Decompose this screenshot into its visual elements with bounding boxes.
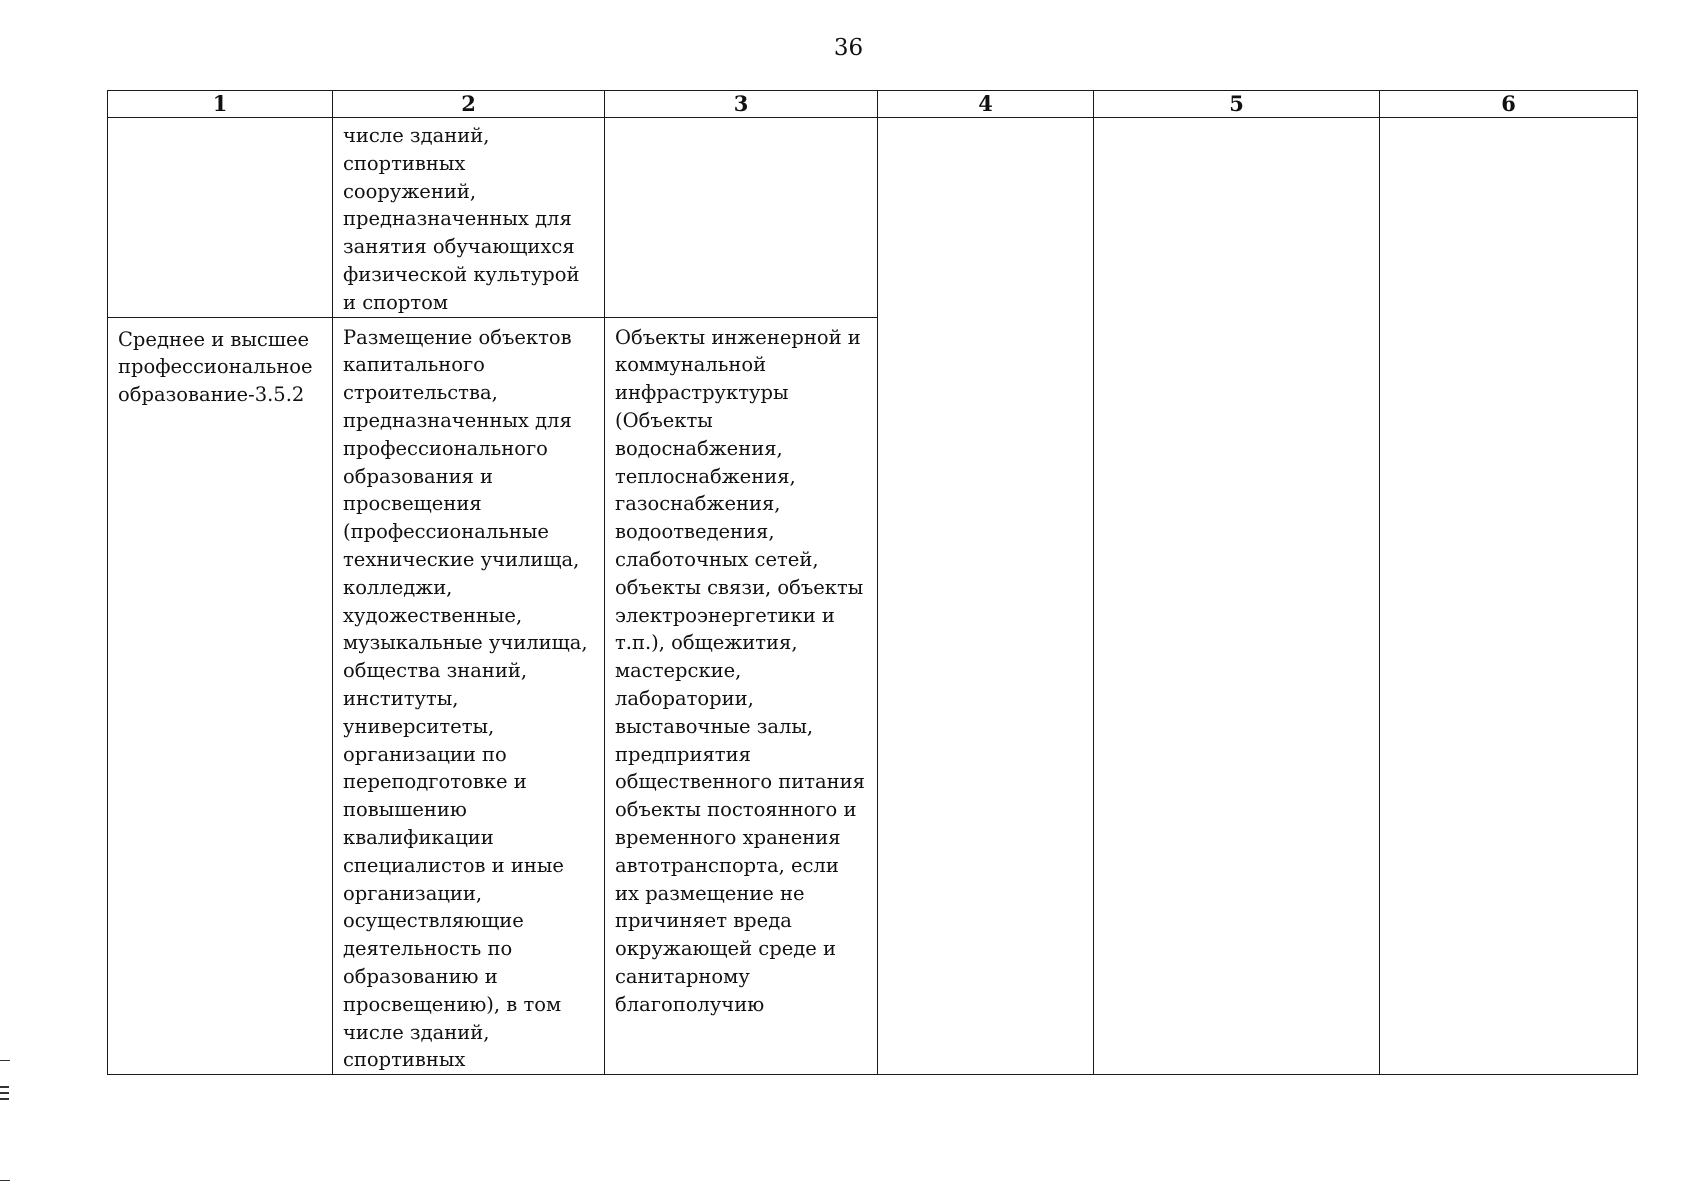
cell-col-4 [878,118,1094,1075]
table-row [108,118,1638,318]
cell-col-6 [1380,118,1638,1075]
cell-text: числе зданий, спортивных сооружений, предназначенных для занятия обучающихся физической культурой и спортом [343,124,580,314]
cell-text: Объекты инженерной и коммунальной инфраструктуры (Объекты водоснабжения, теплоснабжения, газоснабжения, водоотведения, слаботочных сетей, объекты связи, объекты электроэнергетики и т.п.), общежития, мастерские, лаборатории, выставочные залы, предприятия общественного питания объекты постоянного и временного хранения автотранспорта, если их размещение не причиняет вреда окружающей среде и санитарному благополучию [615,325,865,1016]
cell-auxiliary-use [605,118,878,318]
cell-text [108,118,332,126]
scan-margin-mark [0,1060,10,1061]
cell-description [333,317,605,1075]
cell-col-5 [1094,118,1380,1075]
table-header-row [108,91,1638,118]
land-use-table [107,90,1638,1075]
cell-text: Среднее и высшее профессиональное образование-3.5.2 [118,327,313,407]
scan-margin-mark [0,1086,9,1088]
cell-land-use-type [108,317,333,1075]
cell-auxiliary-use [605,317,878,1075]
page-number: 36 [833,35,864,61]
header-col-2: 2 [333,91,605,118]
scan-margin-mark [0,1180,10,1181]
cell-text: Размещение объектов капитального строительства, предназначенных для профессионального образования и просвещения (профессиональные технические училища, колледжи, художественные, музыкальные училища, общества знаний, институты, университеты, организации по переподготовке и повышению квалификации специалистов и иные организации, осуществляющие деятельность по образованию и просвещению), в том числе зданий, спортивных [343,325,588,1072]
scan-margin-mark [0,1092,9,1094]
cell-description [333,118,605,318]
header-col-1: 1 [108,91,333,118]
header-col-3: 3 [605,91,878,118]
scan-margin-mark [0,1098,9,1100]
header-col-6: 6 [1380,91,1638,118]
cell-land-use-type [108,118,333,318]
header-col-5: 5 [1094,91,1380,118]
cell-text [605,118,877,126]
header-col-4: 4 [878,91,1094,118]
